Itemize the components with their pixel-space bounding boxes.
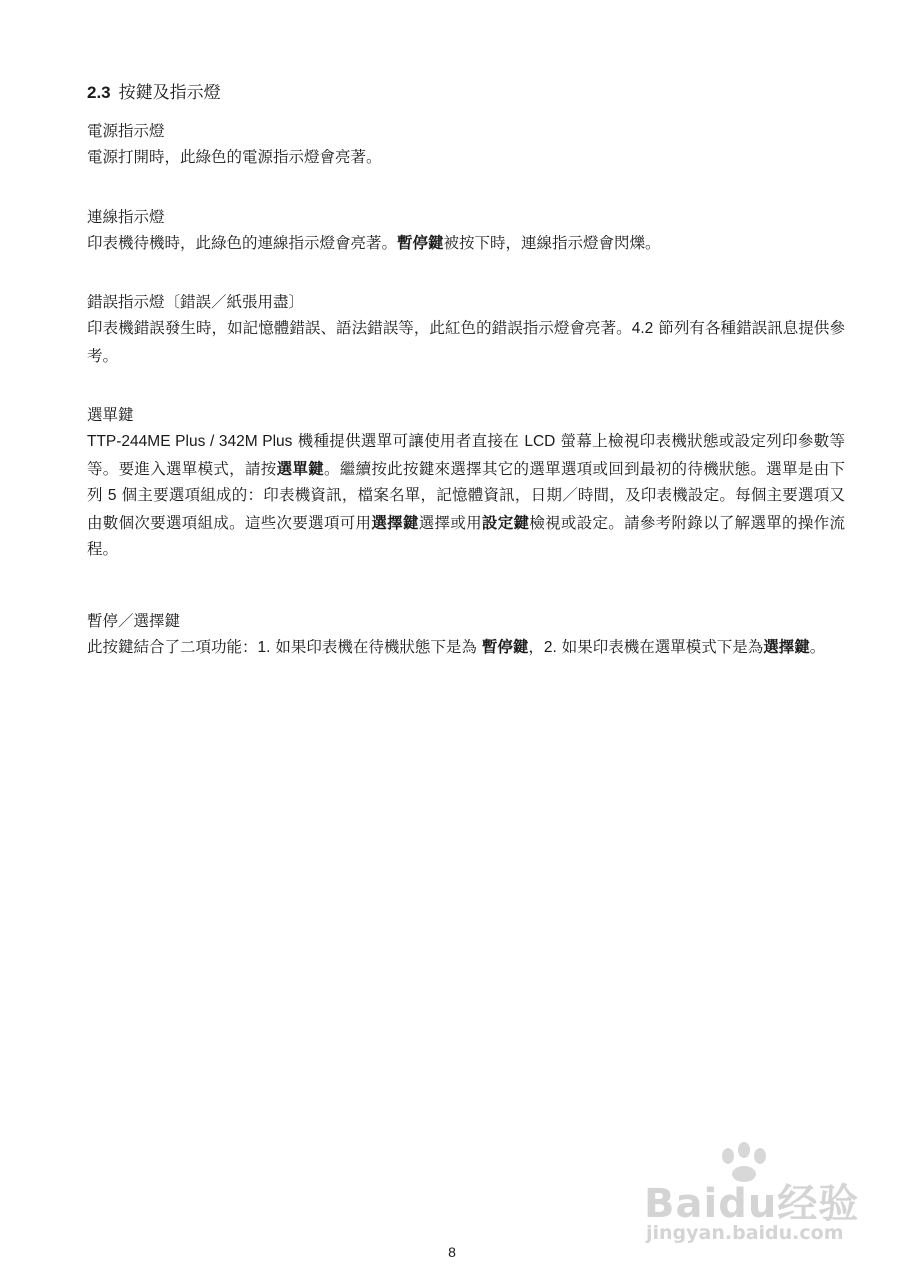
- body-text: 個主要選項組成的：印表機資訊，檔案名單，記憶體資訊，日期／時間，及印表機設定。每個主要選項又由數個次要選項組成。這些次要選項可用: [87, 486, 845, 532]
- body-text: 如果印表機在待機狀態下是為: [270, 638, 482, 656]
- body-text: ，: [528, 638, 544, 656]
- select-key-term: 選擇鍵: [763, 638, 810, 656]
- menu-key-body: [87, 428, 845, 563]
- body-text: 選擇或用: [418, 513, 482, 532]
- pause-select-key-section: [87, 608, 845, 662]
- setup-key-term: 設定鍵: [481, 513, 530, 532]
- body-text: 機種提供選單可讓使用者直接在: [292, 432, 525, 450]
- watermark-brand: Baidu经验: [644, 1181, 860, 1227]
- section-title: 按鍵及指示燈: [118, 83, 221, 103]
- pause-key-term: 暫停鍵: [481, 638, 529, 656]
- pause-select-key-title: 暫停／選擇鍵: [87, 612, 181, 630]
- online-indicator-section: [87, 204, 845, 257]
- page-number: 8: [448, 1244, 456, 1260]
- menu-key-section: [87, 402, 845, 563]
- pause-select-key-body: [87, 634, 845, 662]
- body-text: 節列有各種錯誤訊息提供參考。: [87, 319, 845, 365]
- select-key-term: 選擇鍵: [371, 513, 419, 532]
- item-number: 1.: [257, 639, 271, 656]
- watermark-url: jingyan.baidu.com: [646, 1222, 844, 1244]
- body-text: 。: [809, 638, 826, 656]
- body-text: 檢視或設定。請參考附錄以了解選單的操作流程。: [87, 513, 845, 559]
- lcd-term: LCD: [524, 433, 556, 450]
- baidu-watermark: [644, 1142, 860, 1246]
- body-text: 螢幕上檢視印表機狀態或設定列印參數等等。要進入選單模式，請按: [87, 432, 845, 478]
- error-indicator-section: [87, 289, 845, 369]
- error-indicator-body: [87, 315, 845, 369]
- body-text: 此按鍵結合了二項功能：: [87, 638, 258, 656]
- menu-key-term: 選單鍵: [276, 459, 324, 478]
- item-number: 2.: [543, 639, 557, 656]
- power-indicator-title: 電源指示燈: [87, 122, 165, 140]
- option-count: 5: [107, 487, 117, 505]
- power-indicator-section: [87, 118, 845, 171]
- power-indicator-body: 電源打開時，此綠色的電源指示燈會亮著。: [87, 148, 382, 166]
- pause-key-term: 暫停鍵: [397, 234, 444, 252]
- error-indicator-title: 錯誤指示燈〔錯誤／紙張用盡〕: [87, 293, 305, 311]
- online-indicator-body: [87, 230, 845, 257]
- body-text: 印表機待機時，此綠色的連線指示燈會亮著。: [87, 234, 398, 252]
- model-name: TTP-244ME Plus / 342M Plus: [87, 433, 293, 450]
- section-heading: [87, 81, 221, 105]
- section-number: 2.3: [87, 83, 111, 102]
- section-reference: 4.2: [631, 320, 654, 337]
- body-text: 印表機錯誤發生時，如記憶體錯誤、語法錯誤等，此紅色的錯誤指示燈會亮著。: [87, 319, 632, 337]
- body-text: 。繼續按此按鍵來選擇其它的選單選項或回到最初的待機狀態。選單是由下列: [87, 459, 845, 505]
- body-text: 被按下時，連線指示燈會閃爍。: [443, 234, 661, 252]
- body-text: 如果印表機在選單模式下是為: [556, 638, 764, 656]
- menu-key-title: 選單鍵: [87, 406, 134, 424]
- online-indicator-title: 連線指示燈: [87, 208, 165, 226]
